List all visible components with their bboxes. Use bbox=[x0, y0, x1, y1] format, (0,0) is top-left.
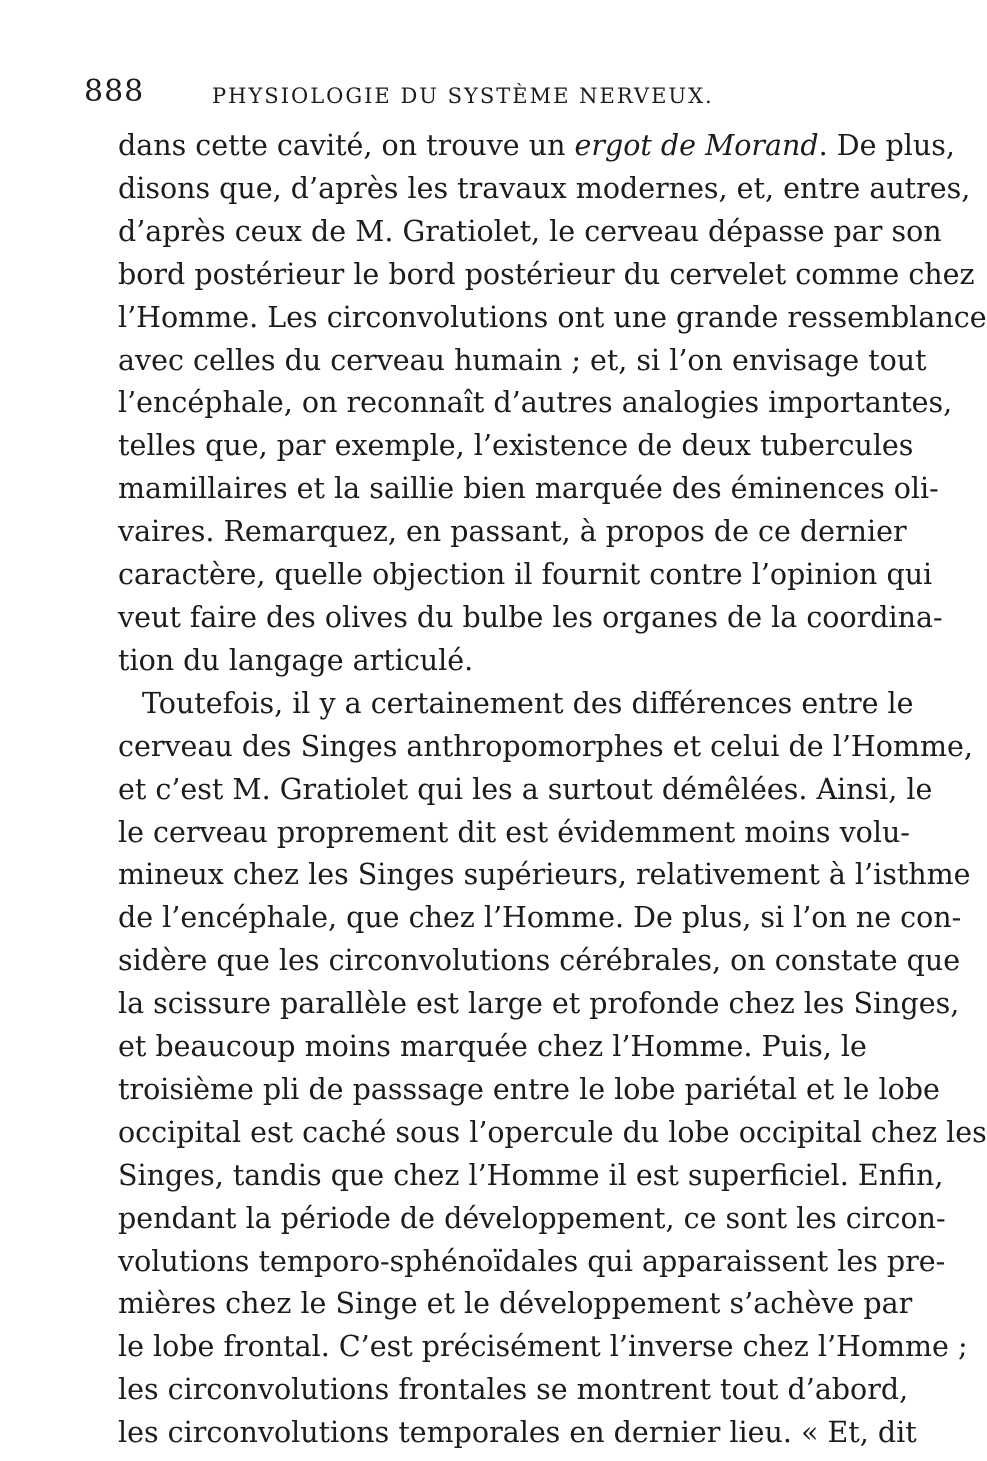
text-line-29: le lobe frontal. C’est précisément l’inverse chez l’Homme ; bbox=[118, 1330, 968, 1364]
running-title: PHYSIOLOGIE DU SYSTÈME NERVEUX. bbox=[212, 84, 714, 108]
text-line-18: mineux chez les Singes supérieurs, relativement à l’isthme bbox=[118, 858, 971, 892]
text-line-3: d’après ceux de M. Gratiolet, le cerveau dépasse par son bbox=[118, 214, 942, 248]
text-line-4: bord postérieur le bord postérieur du cervelet comme chez bbox=[118, 257, 975, 291]
text-line-6: avec celles du cerveau humain ; et, si l’on envisage tout bbox=[118, 343, 927, 377]
text-line-21: la scissure parallèle est large et profonde chez les Singes, bbox=[118, 987, 960, 1021]
text-line-23: troisième pli de passsage entre le lobe pariétal et le lobe bbox=[118, 1072, 940, 1106]
text-line-20: sidère que les circonvolutions cérébrales, on constate que bbox=[118, 944, 961, 978]
text-line-12: veut faire des olives du bulbe les organes de la coordina- bbox=[118, 600, 943, 634]
body-text bbox=[118, 125, 987, 1455]
running-head bbox=[84, 74, 774, 114]
text-line-19: de l’encéphale, que chez l’Homme. De plus, si l’on ne con- bbox=[118, 901, 962, 935]
text-line-5: l’Homme. Les circonvolutions ont une grande ressemblance bbox=[118, 300, 987, 334]
text-line-17: le cerveau proprement dit est évidemment moins volu- bbox=[118, 815, 910, 849]
italic-term: ergot de Morand bbox=[574, 129, 819, 162]
text-line-1: dans cette cavité, on trouve un ergot de Morand. De plus, bbox=[118, 129, 955, 162]
text-line-13: tion du langage articulé. bbox=[118, 643, 474, 677]
page-number: 888 bbox=[84, 74, 145, 109]
text-line-22: et beaucoup moins marquée chez l’Homme. Puis, le bbox=[118, 1030, 867, 1064]
text-line-2: disons que, d’après les travaux modernes, et, entre autres, bbox=[118, 171, 971, 205]
text-line-25: Singes, tandis que chez l’Homme il est superficiel. Enfin, bbox=[118, 1158, 944, 1192]
text-line-14: Toutefois, il y a certainement des différences entre le bbox=[142, 686, 914, 720]
text-line-27: volutions temporo-sphénoïdales qui apparaissent les pre- bbox=[118, 1244, 946, 1278]
text-line-16: et c’est M. Gratiolet qui les a surtout démêlées. Ainsi, le bbox=[118, 772, 933, 806]
text-line-28: mières chez le Singe et le développement s’achève par bbox=[118, 1287, 913, 1321]
text-line-31: les circonvolutions temporales en dernier lieu. « Et, dit bbox=[118, 1416, 917, 1450]
text-line-11: caractère, quelle objection il fournit contre l’opinion qui bbox=[118, 558, 933, 592]
text-line-15: cerveau des Singes anthropomorphes et celui de l’Homme, bbox=[118, 729, 973, 763]
text-line-10: vaires. Remarquez, en passant, à propos de ce dernier bbox=[118, 515, 907, 549]
text-line-24: occipital est caché sous l’opercule du lobe occipital chez les bbox=[118, 1115, 987, 1149]
text-line-30: les circonvolutions frontales se montrent tout d’abord, bbox=[118, 1373, 909, 1407]
text-line-7: l’encéphale, on reconnaît d’autres analogies importantes, bbox=[118, 386, 953, 420]
text-line-9: mamillaires et la saillie bien marquée des éminences oli- bbox=[118, 472, 939, 506]
text-line-8: telles que, par exemple, l’existence de deux tubercules bbox=[118, 429, 914, 463]
text-line-26: pendant la période de développement, ce sont les circon- bbox=[118, 1201, 946, 1235]
